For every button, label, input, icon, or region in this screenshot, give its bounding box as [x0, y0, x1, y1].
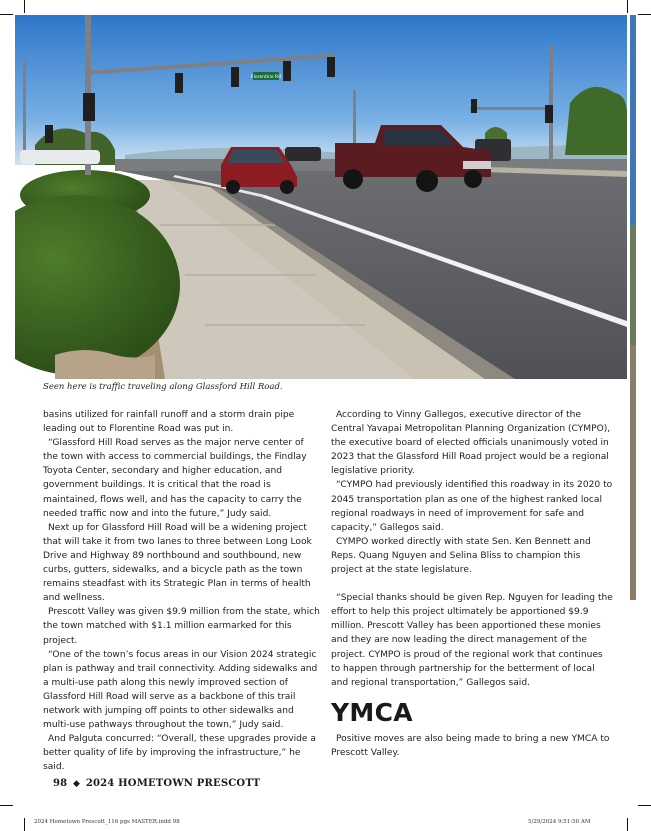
crop-mark — [638, 805, 651, 806]
diamond-icon: ◆ — [73, 779, 81, 789]
crop-mark — [627, 818, 628, 831]
paragraph: And Palguta concurred: “Overall, these upgrades provide a better quality of life by improving the infrastructure,” he said. — [43, 734, 316, 773]
crop-mark — [638, 14, 651, 15]
print-slug-file: 2024 Hometown Prescott_116 pgs MASTER.indd 98 — [34, 819, 180, 825]
paragraph: Next up for Glassford Hill Road will be a widening project that will take it from two lanes to three between Long Look Drive and Highway 89 northbound and southbound, new curbs, gutters, sidewalks, and a bicycle path as the town remains steadfast with its Strategic Plan in terms of health and wellness. — [43, 522, 312, 604]
crop-mark — [0, 14, 13, 15]
article-column-left — [43, 408, 321, 774]
publication-name: 2024 HOMETOWN PRESCOTT — [85, 778, 261, 789]
article-photo — [15, 15, 627, 379]
print-slug-timestamp: 5/29/2024 9:51:50 AM — [528, 819, 591, 825]
paragraph: “Glassford Hill Road serves as the major nerve center of the town with access to commercial buildings, the Findlay Toyota Center, secondary and higher education, and government buildings. It is critical that the road is maintained, flows well, and has the capacity to carry the needed traffic now and into the future,” Judy said. — [43, 438, 307, 519]
crop-mark — [24, 0, 25, 13]
crop-mark — [627, 0, 628, 13]
paragraph: CYMPO worked directly with state Sen. Ken Bennett and Reps. Quang Nguyen and Selina Bliss to champion this project at the state legislature. — [331, 536, 591, 576]
paragraph: Prescott Valley was given $9.9 million from the state, which the town matched with $1.1 million earmarked for this project. — [43, 607, 320, 646]
photo-caption: Seen here is traffic traveling along Glassford Hill Road. — [43, 382, 283, 392]
paragraph: According to Vinny Gallegos, executive director of the Central Yavapai Metropolitan Planning Organization (CYMPO), the executive board of elected officials unanimously voted in 2023 that the Glassford Hill Road project would be a regional legislative priority. — [331, 410, 611, 477]
page-folio — [53, 778, 260, 789]
paragraph: “Special thanks should be given Rep. Nguyen for leading the effort to help this project ultimately be apportioned $9.9 million. Prescott Valley has been apportioned these monies and they are now leading the direct management of the project. CYMPO is proud of the regional work that continues to happen through partnership for the betterment of local and regional transportation,” Gallegos said. — [331, 593, 613, 688]
paragraph: “One of the town’s focus areas in our Vision 2024 strategic plan is pathway and trail connectivity. Adding sidewalks and a multi-use path along this newly improved section of Glassford Hill Road will serve as a backbone of this trail network with jumping off points to other sidewalks and multi-use pathways throughout the town,” Judy said. — [43, 649, 318, 731]
street-scene-illustration — [15, 15, 627, 379]
street-sign-text: Florentine Rd — [250, 75, 282, 80]
paragraph: “CYMPO had previously identified this roadway in its 2020 to 2045 transportation plan as one of the highest ranked local regional roadways in need of improvement for safe and capacity,” Gallegos said. — [331, 480, 613, 533]
article-column-right — [331, 408, 613, 760]
paragraph: basins utilized for rainfall runoff and a storm drain pipe leading out to Florentine Road was put in. — [43, 410, 295, 435]
crop-mark — [24, 818, 25, 831]
page-number: 98 — [53, 778, 68, 789]
paragraph: Positive moves are also being made to bring a new YMCA to Prescott Valley. — [331, 733, 610, 758]
crop-mark — [0, 805, 13, 806]
section-heading: YMCA — [331, 697, 413, 727]
bleed-strip — [630, 15, 636, 600]
